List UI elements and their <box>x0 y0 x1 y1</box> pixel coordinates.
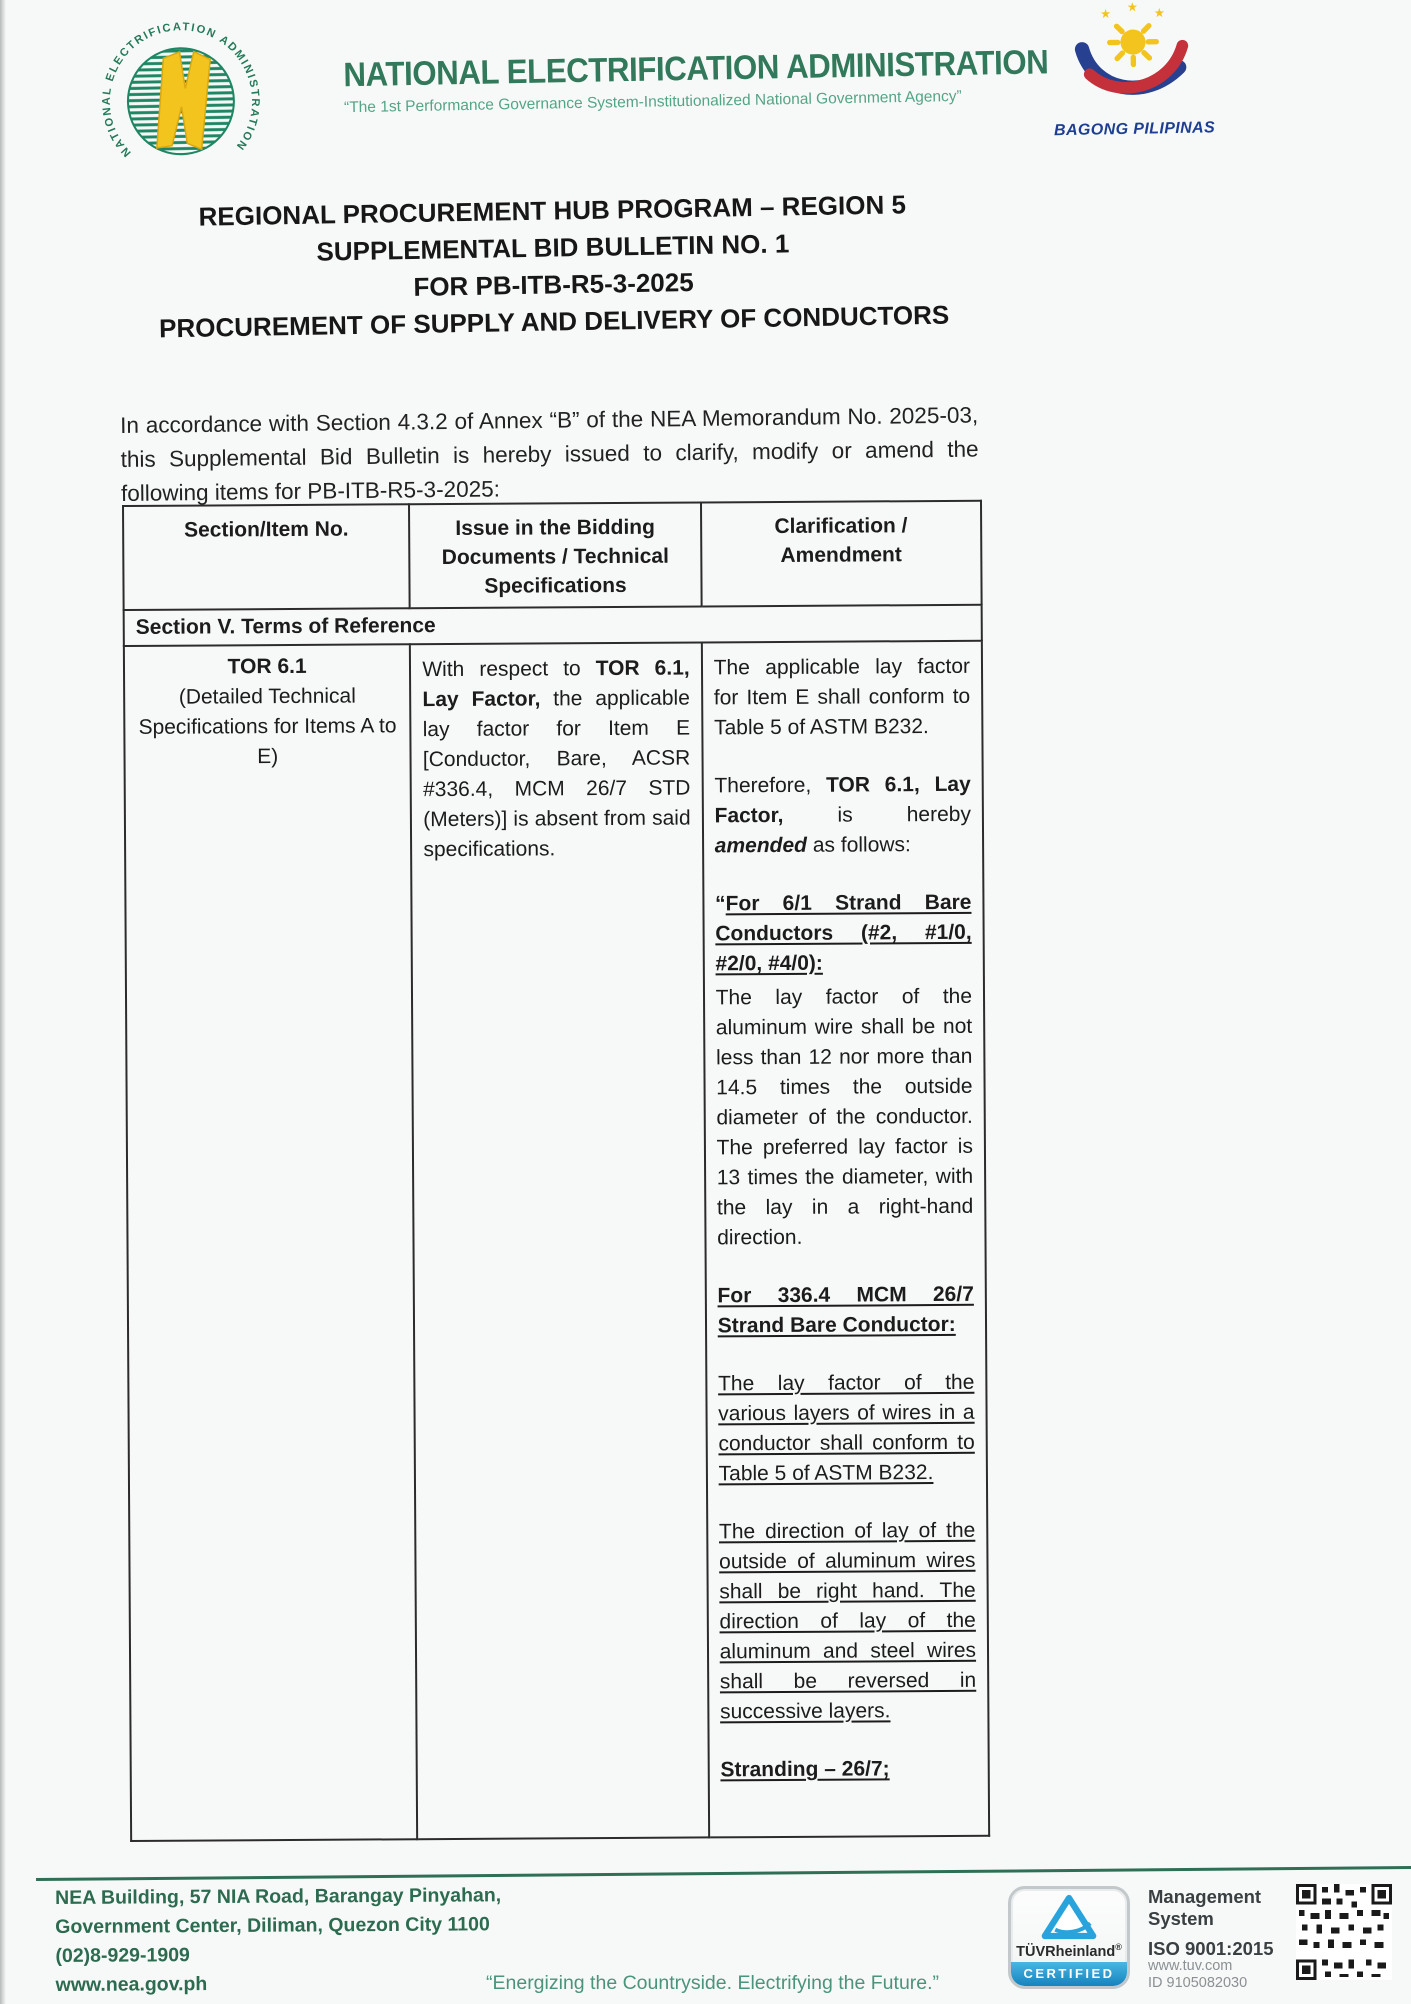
ms-line-2: System <box>1148 1908 1214 1929</box>
clar-paragraph-5: The direction of lay of the outside of aluminum wires shall be right hand. The direction of lay of the aluminum and steel wires shall be reversed in successive layers. <box>718 1518 977 1724</box>
stranding-value: Stranding – 26/7; <box>720 1757 890 1782</box>
tuv-certified-badge <box>1008 1886 1130 1989</box>
footer-divider <box>36 1866 1411 1881</box>
tuv-url-block <box>1148 1958 1247 1992</box>
section-header-row <box>124 605 982 646</box>
intro-paragraph: In accordance with Section 4.3.2 of Annex “B” of the NEA Memorandum No. 2025-03, this Supplemental Bid Bulletin is hereby issued to clarify, modify or amend the following items for PB-ITB-R5-3-2025: <box>120 402 979 506</box>
letterhead <box>0 0 1411 203</box>
tuv-brand <box>1011 1940 1127 1960</box>
nea-seal-logo <box>95 16 266 187</box>
table-row <box>124 641 989 1841</box>
tuv-id: ID 9105082030 <box>1148 1975 1248 1991</box>
document-title <box>122 185 984 348</box>
clar-text: as follows: <box>806 833 911 857</box>
clar-heading-1-text: For 6/1 Strand Bare Conductors (#2, #1/0, #2/0, #4/0): <box>715 890 972 976</box>
clar-heading-3 <box>720 1754 977 1786</box>
address-line-1: NEA Building, 57 NIA Road, Barangay Pinyahan, <box>55 1884 502 1909</box>
tuv-triangle-icon <box>1040 1894 1098 1940</box>
tor-number: TOR 6.1 <box>227 654 307 679</box>
footer-address <box>55 1881 502 2000</box>
org-name: NATIONAL ELECTRIFICATION ADMINISTRATION <box>343 43 1049 95</box>
scan-shadow-edge <box>0 0 6 2004</box>
issue-text: With respect to <box>422 657 596 682</box>
section-header-label: Section V. Terms of Reference <box>124 605 982 646</box>
title-line-1: REGIONAL PROCUREMENT HUB PROGRAM – REGION 5 <box>198 189 907 232</box>
clar-paragraph-2 <box>714 770 971 862</box>
title-line-3: FOR PB-ITB-R5-3-2025 <box>413 267 694 302</box>
tuv-url: www.tuv.com <box>1148 1958 1233 1974</box>
clar-open-quote: “ <box>715 892 726 916</box>
clar-paragraph-1: The applicable lay factor for Item E shall conform to Table 5 of ASTM B232. <box>713 654 971 740</box>
qr-code <box>1296 1884 1392 1980</box>
bagong-pilipinas-logo <box>1047 0 1219 140</box>
clar-bold-ref: TOR 6.1, Lay Factor, <box>714 772 971 828</box>
address-line-2: Government Center, Diliman, Quezon City 1100 <box>55 1913 490 1938</box>
seal-ring-text: NATIONAL ELECTRIFICATION ADMINISTRATION <box>100 21 262 159</box>
org-title-block <box>343 43 1049 118</box>
clar-paragraph-4: The lay factor of the various layers of wires in a conductor shall conform to Table 5 of ASTM B232. <box>717 1370 975 1486</box>
sun-icon <box>1109 26 1156 65</box>
issue-text-cont: the applicable lay factor for Item E [Conductor, Bare, ACSR #336.4, MCM 26/7 STD (Meters)] is absent from said specifications. <box>422 686 691 862</box>
issue-bold-ref: TOR 6.1, Lay Factor, <box>422 656 690 712</box>
bagong-pilipinas-emblem <box>1057 0 1209 115</box>
management-system-label <box>1148 1886 1273 1960</box>
title-line-4: PROCUREMENT OF SUPPLY AND DELIVERY OF CONDUCTORS <box>158 299 950 344</box>
issue-cell <box>410 642 709 1839</box>
footer-slogan: “Energizing the Countryside. Electrifying the Future.” <box>486 1972 940 1994</box>
ms-line-1: Management <box>1148 1886 1262 1907</box>
section-item-cell <box>124 644 418 1841</box>
clar-paragraph-3: The lay factor of the aluminum wire shall be not less than 12 nor more than 14.5 times the outside diameter of the conductor. The preferred lay factor is 13 times the diameter, with the lay in a right-hand direction. <box>715 984 974 1250</box>
clar-amended-word: amended <box>714 833 808 858</box>
clarification-cell <box>702 641 990 1838</box>
org-tagline: “The 1st Performance Governance System-Institutionalized National Government Agency” <box>343 87 962 117</box>
clar-heading-2-text: For 336.4 MCM 26/7 Strand Bare Conductor: <box>717 1282 974 1338</box>
bagong-pilipinas-caption: BAGONG PILIPINAS <box>1053 119 1216 140</box>
clar-heading-1 <box>715 888 972 980</box>
iso-label: ISO 9001:2015 <box>1148 1938 1274 1959</box>
registered-mark: ® <box>1115 1942 1122 1952</box>
footer-website: www.nea.gov.ph <box>55 1973 208 1996</box>
star-icons <box>1101 2 1165 19</box>
bid-bulletin-table <box>122 500 990 1842</box>
tuv-brand-text: TÜVRheinland <box>1016 1943 1116 1960</box>
title-line-2: SUPPLEMENTAL BID BULLETIN NO. 1 <box>316 228 790 267</box>
footer-phone: (02)8-929-1909 <box>55 1944 190 1967</box>
issue-paragraph <box>422 654 691 866</box>
clar-text: Therefore, <box>714 773 827 798</box>
header-issue: Issue in the Bidding Documents / Technical Specifications <box>409 502 701 608</box>
tor-description: (Detailed Technical Specifications for Items A to E) <box>138 684 397 769</box>
clar-heading-2 <box>717 1280 974 1342</box>
header-clarification: Clarification / Amendment <box>701 501 982 607</box>
certified-band: CERTIFIED <box>1011 1962 1127 1986</box>
clar-text: is hereby <box>783 802 971 827</box>
table-header-row <box>123 501 982 610</box>
header-section-item: Section/Item No. <box>123 504 410 610</box>
